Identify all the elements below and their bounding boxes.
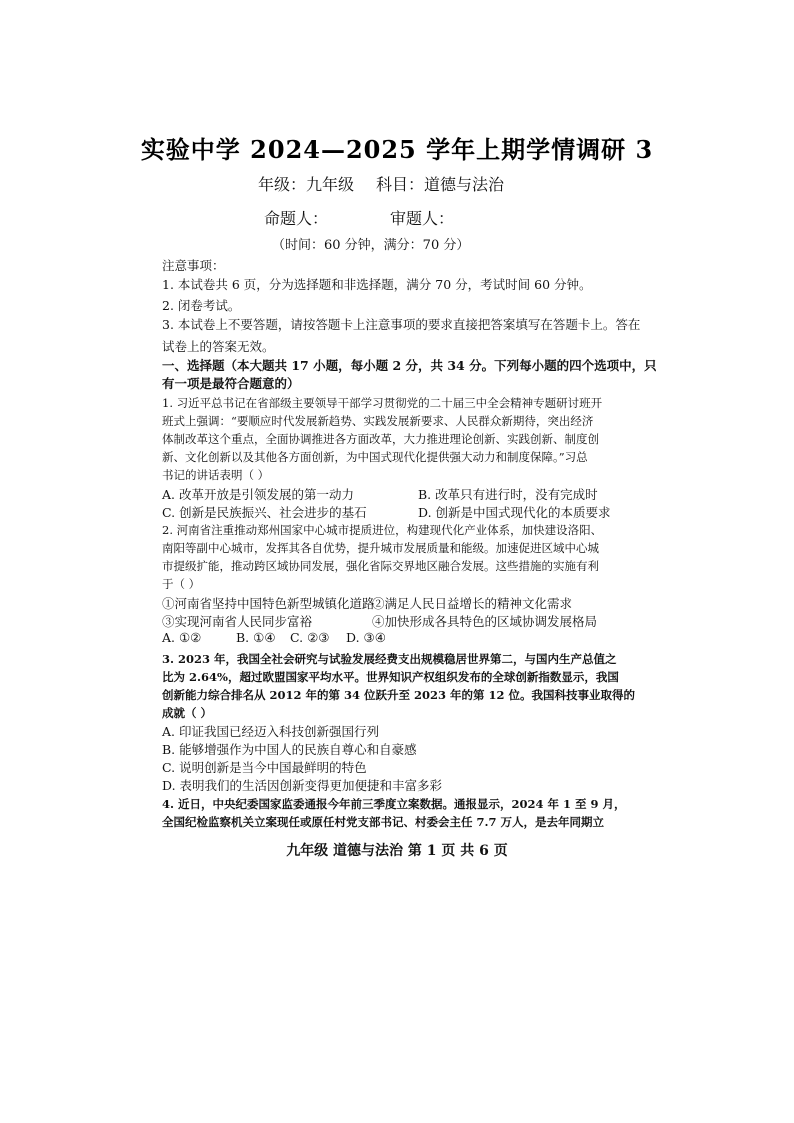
- exam-title: 实验中学 2024—2025 学年上期学情调研 3: [140, 135, 654, 164]
- q1-line3: 体制改革这个重点，全面协调推进各方面改革，大力推进理论创新、实践创新、制度创: [162, 432, 599, 446]
- q4-line1: 4. 近日，中央纪委国家监委通报今年前三季度立案数据。通报显示，2024 年 1 至 9 月，: [162, 797, 626, 811]
- q2-line1: 2. 河南省注重推动郑州国家中心城市提质进位，构建现代化产业体系，加快建设洛阳、: [162, 523, 603, 537]
- q4-line2: 全国纪检监察机关立案现任或原任村党支部书记、村委会主任 7.7 万人，是去年同期立: [162, 815, 605, 829]
- page-footer: 九年级 道德与法治 第 1 页 共 6 页: [286, 843, 508, 859]
- q3-line1: 3. 2023 年，我国全社会研究与试验发展经费支出规模稳居世界第二，与国内生产总值之: [162, 652, 617, 666]
- q2-statement-2: ②满足人民日益增长的精神文化需求: [372, 596, 573, 611]
- q2-line4: 于（ ）: [162, 577, 201, 591]
- reviewer-label: 审题人：: [390, 209, 455, 228]
- q2-option-d: D. ③④: [346, 630, 386, 645]
- q2-statement-4: ④加快形成各具特色的区域协调发展格局: [372, 614, 598, 629]
- q1-option-c: C. 创新是民族振兴、社会进步的基石: [162, 505, 367, 520]
- q2-option-a: A. ①②: [162, 630, 202, 645]
- q2-option-c: C. ②③: [290, 630, 330, 645]
- q3-option-d: D. 表明我们的生活因创新变得更加便捷和丰富多彩: [162, 778, 443, 793]
- subject-label: 科目：道德与法治: [376, 175, 505, 194]
- grade-label: 年级：九年级: [258, 175, 355, 194]
- notes-heading: 注意事项：: [162, 258, 225, 273]
- q3-option-c: C. 说明创新是当今中国最鲜明的特色: [162, 760, 367, 775]
- note-3a: 3. 本试卷上不要答题，请按答题卡上注意事项的要求直接把答案填写在答题卡上。答在: [162, 317, 641, 332]
- q3-option-a: A. 印证我国已经迈入科技创新强国行列: [162, 724, 379, 739]
- author-label: 命题人：: [264, 209, 329, 228]
- note-3b: 试卷上的答案无效。: [162, 339, 275, 354]
- q3-line2: 比为 2.64%，超过欧盟国家平均水平。世界知识产权组织发布的全球创新指数显示，我国: [162, 670, 619, 684]
- note-1: 1. 本试卷共 6 页，分为选择题和非选择题，满分 70 分，考试时间 60 分钟。: [162, 277, 592, 292]
- q3-line4: 成就（ ）: [162, 706, 213, 720]
- q3-line3: 创新能力综合排名从 2012 年的第 34 位跃升至 2023 年的第 12 位。我国科技事业取得的: [162, 688, 636, 702]
- q1-option-d: D. 创新是中国式现代化的本质要求: [418, 505, 611, 520]
- q1-option-a: A. 改革开放是引领发展的第一动力: [162, 487, 354, 502]
- q2-option-b: B. ①④: [236, 630, 276, 645]
- q1-line1: 1. 习近平总书记在省部级主要领导干部学习贯彻党的二十届三中全会精神专题研讨班开: [162, 396, 603, 410]
- q3-option-b: B. 能够增强作为中国人的民族自尊心和自豪感: [162, 742, 417, 757]
- q2-statement-3: ③实现河南省人民同步富裕: [162, 614, 313, 629]
- section-heading-line2: 有一项是最符合题意的）: [162, 376, 300, 391]
- section-heading-line1: 一、选择题（本大题共 17 小题，每小题 2 分，共 34 分。下列每小题的四个选项中，只: [162, 358, 657, 373]
- q2-line3: 市提级扩能，推动跨区域协同发展，强化省际交界地区融合发展。这些措施的实施有利: [162, 559, 599, 573]
- q1-option-b: B. 改革只有进行时，没有完成时: [418, 487, 598, 502]
- q2-statement-1: ①河南省坚持中国特色新型城镇化道路: [162, 596, 375, 611]
- time-score-info: （时间：60 分钟，满分：70 分）: [272, 238, 470, 253]
- q1-line5: 书记的讲话表明（ ）: [162, 468, 270, 482]
- note-2: 2. 闭卷考试。: [162, 298, 241, 313]
- q1-line4: 新、文化创新以及其他各方面创新，为中国式现代化提供强大动力和制度保障。”习总: [162, 450, 588, 464]
- q2-line2: 南阳等副中心城市，发挥其各自优势，提升城市发展质量和能级。加速促进区域中心城: [162, 541, 599, 555]
- q1-line2: 班式上强调：“要顺应时代发展新趋势、实践发展新要求、人民群众新期待，突出经济: [162, 414, 594, 428]
